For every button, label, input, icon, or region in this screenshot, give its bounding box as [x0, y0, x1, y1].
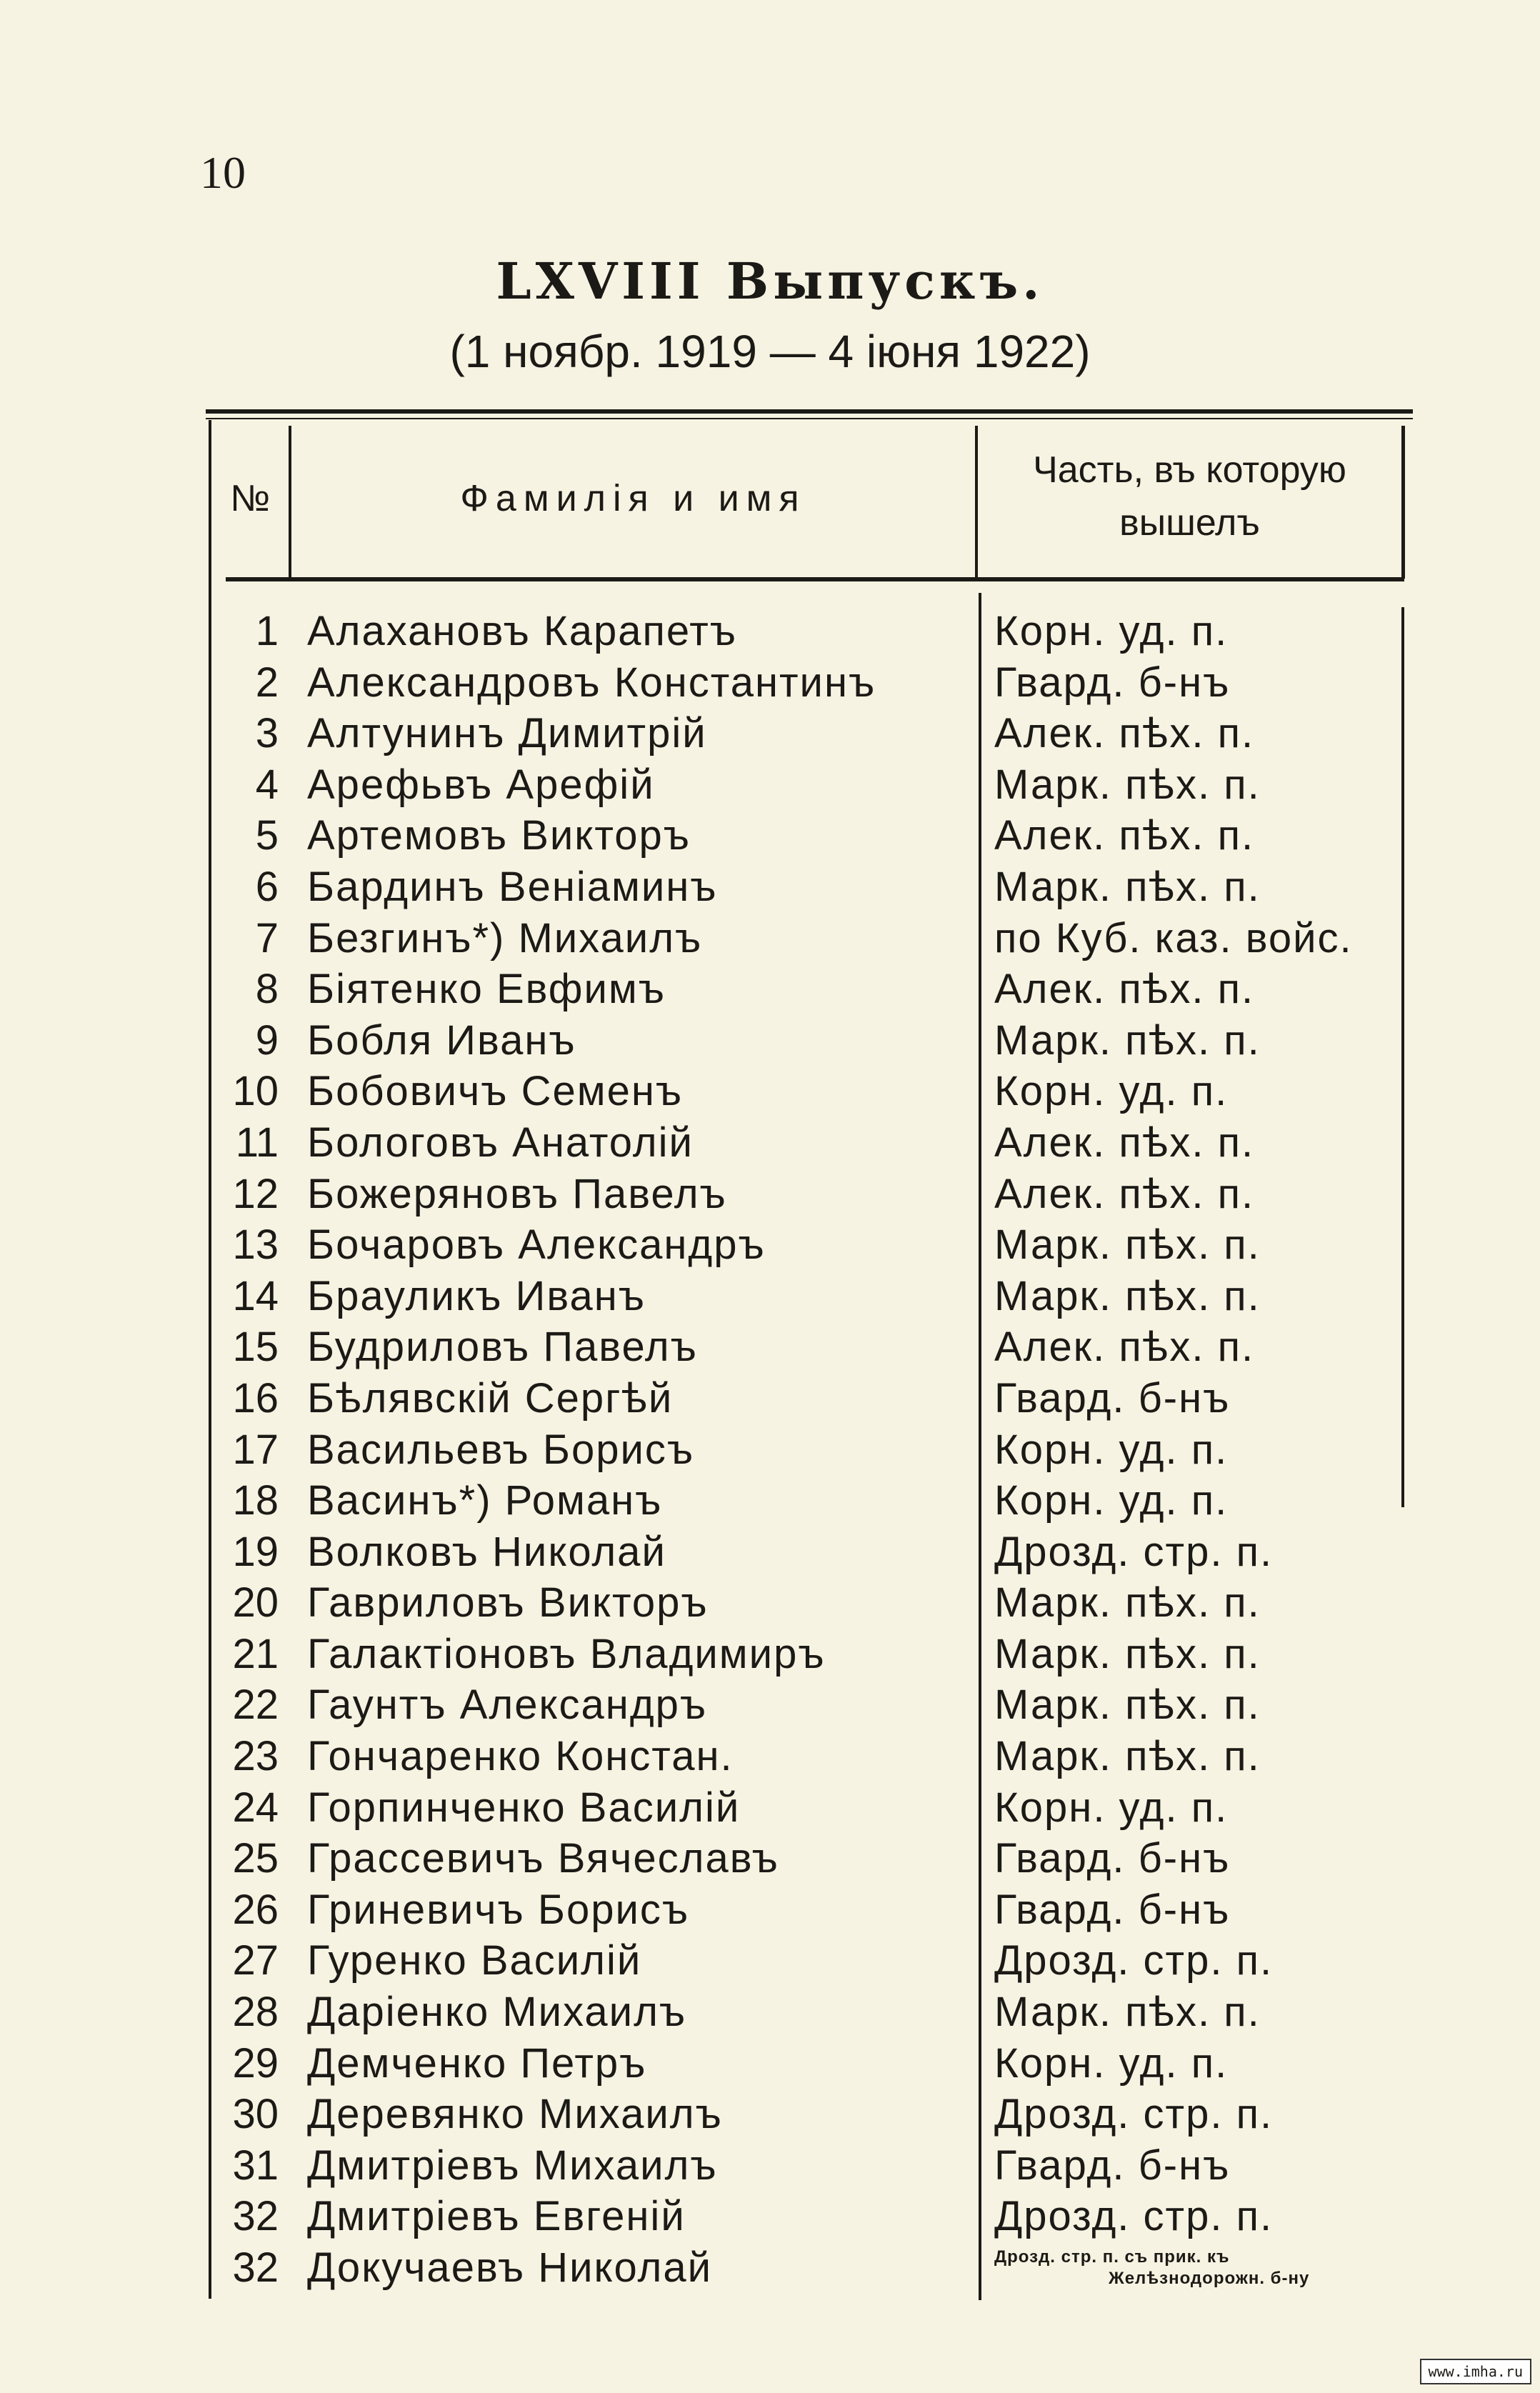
row-name: Деревянко Михаилъ [307, 2091, 723, 2138]
table-row [207, 2140, 1407, 2192]
row-unit: Алек. пѣх. п. [994, 812, 1255, 859]
table-row [207, 2191, 1407, 2242]
table-row [207, 1527, 1407, 1578]
table-row [207, 1373, 1407, 1424]
row-name: Дмитріевъ Евгеній [307, 2193, 686, 2240]
row-unit: Алек. пѣх. п. [994, 966, 1255, 1013]
row-unit: Марк. пѣх. п. [994, 1989, 1261, 2036]
row-name: Волковъ Николай [307, 1528, 666, 1575]
row-unit: Корн. уд. п. [994, 1784, 1229, 1831]
row-number: 13 [232, 1222, 279, 1269]
row-name: Божеряновъ Павелъ [307, 1170, 727, 1217]
row-name: Бочаровъ Александръ [307, 1222, 766, 1269]
row-number: 16 [232, 1374, 279, 1422]
row-number: 32 [232, 2244, 279, 2291]
row-number: 32 [232, 2193, 279, 2240]
row-unit: Гвард. б-нъ [994, 1374, 1231, 1422]
header-bottom-rule [226, 577, 1404, 581]
table-row [207, 1475, 1407, 1527]
table-body [207, 606, 1407, 2294]
table-row [207, 1629, 1407, 1680]
row-unit: Гвард. б-нъ [994, 2142, 1231, 2189]
table-top-rule-thin [206, 418, 1413, 419]
row-unit: Дрозд. стр. п. [994, 2193, 1274, 2240]
row-name: Докучаевъ Николай [307, 2244, 712, 2291]
row-number: 2 [255, 659, 279, 706]
row-name: Бобовичъ Семенъ [307, 1068, 684, 1115]
row-name: Бѣлявскій Сергѣй [307, 1374, 674, 1422]
page-subtitle: (1 ноябр. 1919 — 4 іюня 1922) [449, 326, 1091, 377]
row-name: Безгинъ*) Михаилъ [307, 914, 703, 961]
table-row [207, 759, 1407, 811]
row-unit: Гвард. б-нъ [994, 659, 1231, 706]
table-row [207, 1219, 1407, 1271]
row-number: 31 [232, 2142, 279, 2189]
row-unit: Гвард. б-нъ [994, 1886, 1231, 1933]
row-number: 30 [232, 2091, 279, 2138]
table-row [207, 1322, 1407, 1373]
row-name: Гриневичъ Борисъ [307, 1886, 690, 1933]
row-number: 15 [232, 1324, 279, 1371]
table-row [207, 810, 1407, 861]
page-title: LXVIII Выпускъ. [496, 251, 1044, 311]
row-number: 29 [232, 2039, 279, 2087]
table-row [207, 1884, 1407, 1936]
row-unit: по Куб. каз. войс. [994, 914, 1353, 961]
table-row [207, 1117, 1407, 1169]
table-row [207, 1782, 1407, 1834]
table-row [207, 2038, 1407, 2089]
row-unit: Алек. пѣх. п. [994, 1324, 1255, 1371]
row-number: 10 [232, 1068, 279, 1115]
table-row [207, 1935, 1407, 1987]
table-row [207, 861, 1407, 913]
table-row [207, 1679, 1407, 1731]
row-number: 11 [235, 1119, 279, 1166]
row-unit: Алек. пѣх. п. [994, 710, 1255, 757]
row-name: Бологовъ Анатолій [307, 1119, 694, 1166]
row-number: 21 [232, 1630, 279, 1677]
row-unit: Дрозд. стр. п. [994, 1937, 1274, 1984]
table-row [207, 1169, 1407, 1220]
row-unit: Дрозд. стр. п. [994, 1528, 1274, 1575]
row-number: 6 [255, 863, 279, 910]
table-row [207, 913, 1407, 964]
row-number: 18 [232, 1477, 279, 1524]
table-row [207, 1271, 1407, 1322]
row-name: Алахановъ Карапетъ [307, 608, 738, 654]
header-unit-line1: Часть, въ которую [1033, 449, 1346, 491]
row-unit: Марк. пѣх. п. [994, 1630, 1261, 1677]
table-row [207, 1424, 1407, 1476]
row-name: Арефьвъ Арефій [307, 761, 655, 808]
row-number: 27 [232, 1937, 279, 1984]
row-name: Дмитріевъ Михаилъ [307, 2142, 718, 2189]
table-row [207, 657, 1407, 709]
row-number: 17 [232, 1426, 279, 1473]
row-number: 26 [232, 1886, 279, 1933]
row-name: Галактіоновъ Владимиръ [307, 1630, 826, 1677]
row-name: Гуренко Василій [307, 1937, 642, 1984]
row-name: Алтунинъ Димитрій [307, 710, 707, 757]
row-unit: Корн. уд. п. [994, 1068, 1229, 1115]
row-name: Васинъ*) Романъ [307, 1477, 663, 1524]
table-row [207, 1833, 1407, 1884]
table-right-border [1401, 426, 1405, 579]
row-unit: Корн. уд. п. [994, 1426, 1229, 1473]
row-name: Бобля Иванъ [307, 1016, 576, 1064]
row-number: 7 [255, 914, 279, 961]
row-number: 20 [232, 1579, 279, 1627]
table-row [207, 1731, 1407, 1782]
header-name: Фамилія и имя [460, 478, 806, 519]
row-unit: Корн. уд. п. [994, 2039, 1229, 2087]
row-number: 3 [255, 710, 279, 757]
row-name: Біятенко Евфимъ [307, 966, 666, 1013]
header-unit-line2: вышелъ [1119, 502, 1260, 544]
row-number: 28 [232, 1989, 279, 2036]
row-unit: Марк. пѣх. п. [994, 761, 1261, 808]
table-row [207, 964, 1407, 1015]
row-name: Гавриловъ Викторъ [307, 1579, 709, 1627]
row-unit: Гвард. б-нъ [994, 1835, 1231, 1882]
table-row [207, 1577, 1407, 1629]
row-name: Будриловъ Павелъ [307, 1324, 698, 1371]
row-unit-line1: Дрозд. стр. п. съ прик. къ [994, 2247, 1230, 2267]
row-number: 9 [255, 1016, 279, 1064]
row-number: 12 [232, 1170, 279, 1217]
row-unit [994, 2247, 1309, 2289]
table-row [207, 1066, 1407, 1117]
row-unit: Корн. уд. п. [994, 608, 1229, 654]
table-row [207, 1015, 1407, 1066]
row-name: Грассевичъ Вячеславъ [307, 1835, 779, 1882]
site-watermark: www.imha.ru [1420, 2359, 1531, 2384]
row-unit: Марк. пѣх. п. [994, 863, 1261, 910]
row-name: Бардинъ Веніаминъ [307, 863, 718, 910]
row-number: 1 [255, 608, 279, 654]
row-number: 19 [232, 1528, 279, 1575]
row-number: 14 [232, 1272, 279, 1319]
row-unit: Марк. пѣх. п. [994, 1016, 1261, 1064]
row-number: 5 [255, 812, 279, 859]
table-row [207, 1987, 1407, 2038]
row-name: Васильевъ Борисъ [307, 1426, 695, 1473]
row-name: Александровъ Константинъ [307, 659, 876, 706]
row-unit: Марк. пѣх. п. [994, 1579, 1261, 1627]
header-num: № [230, 478, 270, 519]
row-name: Артемовъ Викторъ [307, 812, 691, 859]
row-unit: Алек. пѣх. п. [994, 1119, 1255, 1166]
row-unit: Корн. уд. п. [994, 1477, 1229, 1524]
row-name: Гончаренко Констан. [307, 1733, 734, 1780]
row-name: Гаунтъ Александръ [307, 1682, 708, 1729]
page-number: 10 [200, 147, 246, 198]
row-unit: Алек. пѣх. п. [994, 1170, 1255, 1217]
table-row [207, 708, 1407, 759]
row-number: 8 [255, 966, 279, 1013]
table-row [207, 606, 1407, 657]
row-number: 24 [232, 1784, 279, 1831]
row-name: Даріенко Михаилъ [307, 1989, 687, 2036]
row-unit: Марк. пѣх. п. [994, 1733, 1261, 1780]
row-name: Горпинченко Василій [307, 1784, 741, 1831]
row-number: 22 [232, 1682, 279, 1729]
table-top-rule [206, 409, 1413, 414]
row-number: 4 [255, 761, 279, 808]
table-row [207, 2242, 1407, 2294]
row-unit: Дрозд. стр. п. [994, 2091, 1274, 2138]
row-name: Демченко Петръ [307, 2039, 647, 2087]
table-row [207, 2089, 1407, 2140]
row-unit: Марк. пѣх. п. [994, 1682, 1261, 1729]
row-unit: Марк. пѣх. п. [994, 1272, 1261, 1319]
row-unit: Марк. пѣх. п. [994, 1222, 1261, 1269]
row-number: 25 [232, 1835, 279, 1882]
row-name: Брауликъ Иванъ [307, 1272, 646, 1319]
row-unit-line2: Желѣзнодорожн. б-ну [1109, 2269, 1310, 2288]
row-number: 23 [232, 1733, 279, 1780]
